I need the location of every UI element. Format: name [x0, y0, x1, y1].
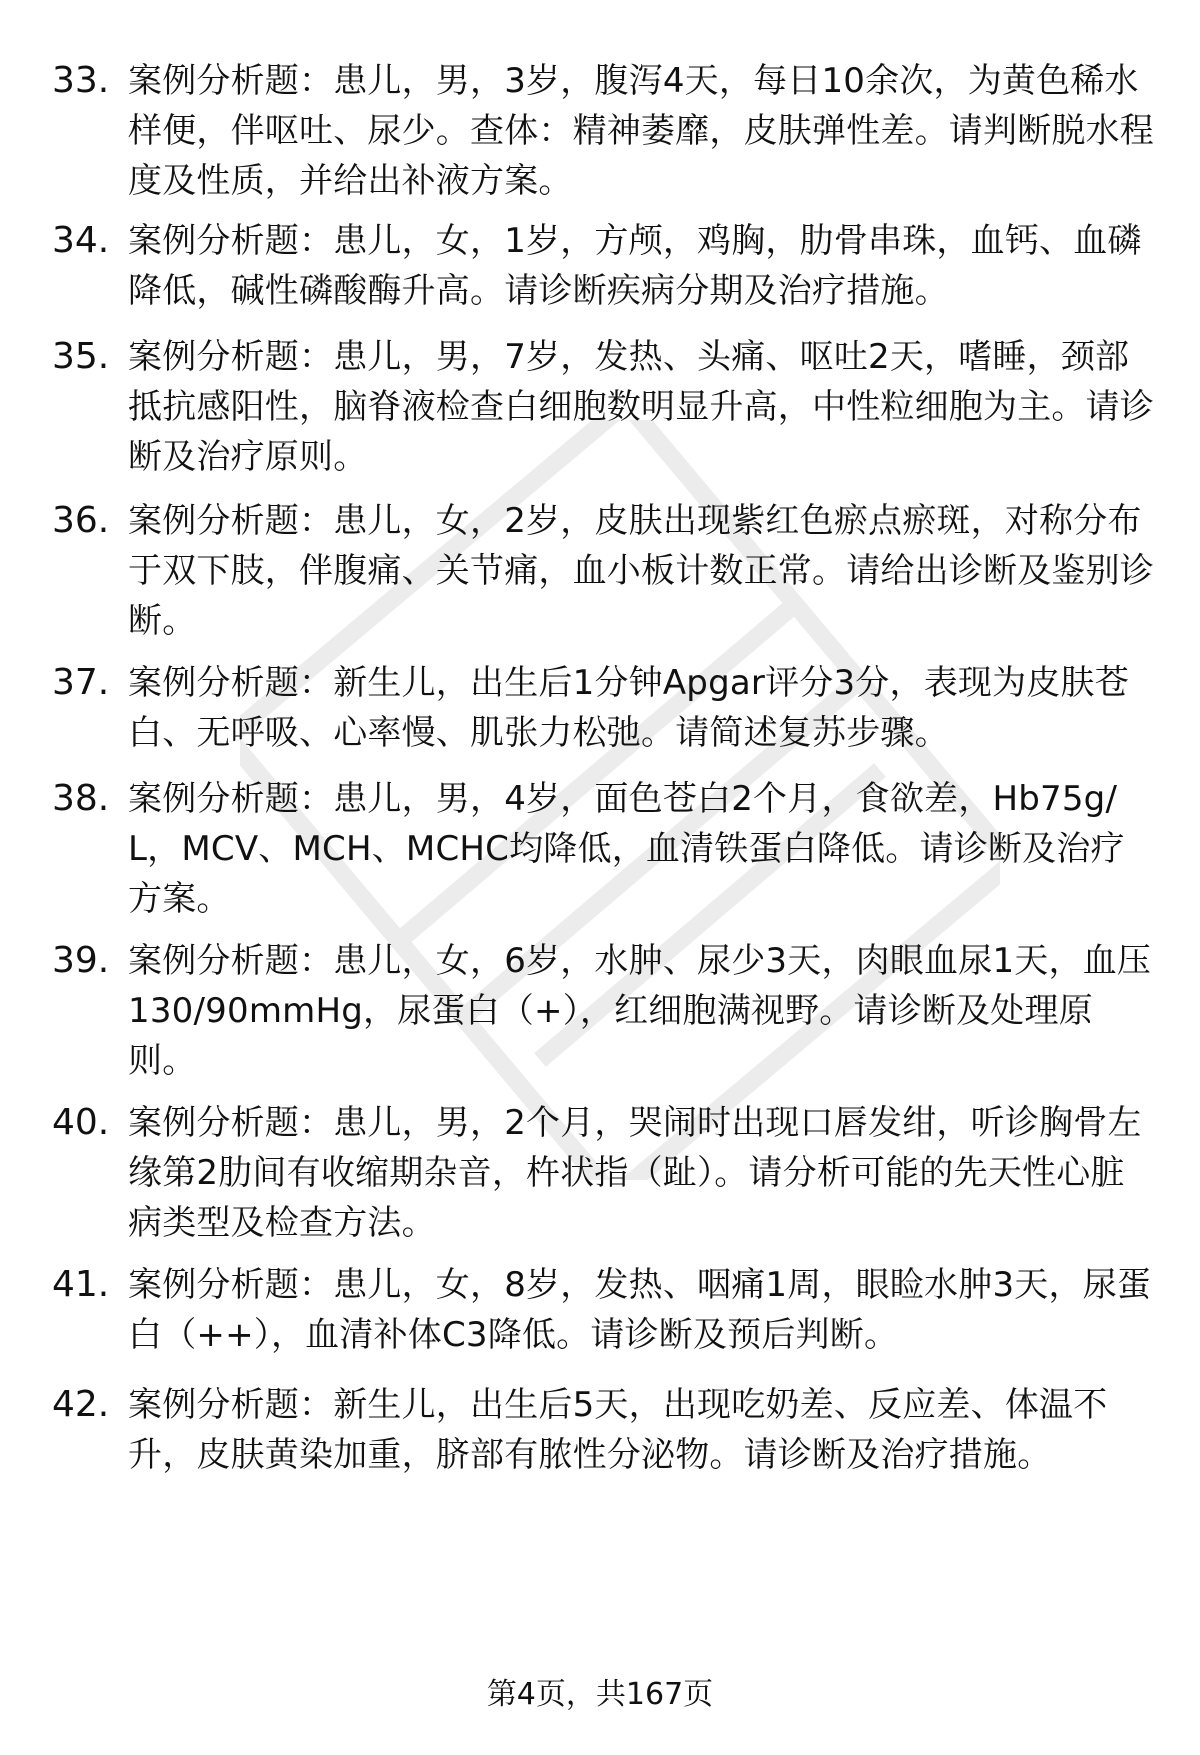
question-text: 案例分析题：患儿，女，8岁，发热、咽痛1周，眼睑水肿3天，尿蛋白（++），血清补体C3降低。请诊断及预后判断。 — [128, 1265, 1152, 1355]
question-text: 案例分析题：患儿，男，7岁，发热、头痛、呕吐2天，嗜睡，颈部抵抗感阳性，脑脊液检查白细胞数明显升高，中性粒细胞为主。请诊断及治疗原则。 — [128, 337, 1154, 477]
question-text: 案例分析题：患儿，男，4岁，面色苍白2个月，食欲差，Hb75g/L，MCV、MCH、MCHC均降低，血清铁蛋白降低。请诊断及治疗方案。 — [128, 779, 1125, 919]
question-number: 37. — [52, 662, 110, 703]
question-number: 36. — [52, 500, 110, 541]
question-number: 34. — [52, 220, 110, 261]
question-text: 案例分析题：患儿，女，2岁，皮肤出现紫红色瘀点瘀斑，对称分布于双下肢，伴腹痛、关节痛，血小板计数正常。请给出诊断及鉴别诊断。 — [128, 501, 1154, 641]
question-text: 案例分析题：患儿，男，3岁，腹泻4天，每日10余次，为黄色稀水样便，伴呕吐、尿少。查体：精神萎靡，皮肤弹性差。请判断脱水程度及性质，并给出补液方案。 — [128, 61, 1154, 201]
question-number: 42. — [52, 1384, 110, 1425]
question-text: 案例分析题：新生儿，出生后1分钟Apgar评分3分，表现为皮肤苍白、无呼吸、心率慢、肌张力松弛。请简述复苏步骤。 — [128, 663, 1129, 753]
question-text: 案例分析题：患儿，女，6岁，水肿、尿少3天，肉眼血尿1天，血压130/90mmHg，尿蛋白（+），红细胞满视野。请诊断及处理原则。 — [128, 941, 1152, 1081]
question-text: 案例分析题：新生儿，出生后5天，出现吃奶差、反应差、体温不升，皮肤黄染加重，脐部有脓性分泌物。请诊断及治疗措施。 — [128, 1385, 1108, 1475]
question-number: 33. — [52, 60, 110, 101]
question-text: 案例分析题：患儿，女，1岁，方颅，鸡胸，肋骨串珠，血钙、血磷降低，碱性磷酸酶升高。请诊断疾病分期及治疗措施。 — [128, 221, 1142, 311]
question-number: 38. — [52, 778, 110, 819]
page-footer: 第4页，共167页 — [486, 1677, 714, 1712]
question-number: 35. — [52, 336, 110, 377]
question-text: 案例分析题：患儿，男，2个月，哭闹时出现口唇发绀，听诊胸骨左缘第2肋间有收缩期杂音，杵状指（趾）。请分析可能的先天性心脏病类型及检查方法。 — [128, 1103, 1142, 1243]
question-number: 39. — [52, 940, 110, 981]
question-number: 40. — [52, 1102, 110, 1143]
question-number: 41. — [52, 1264, 110, 1305]
